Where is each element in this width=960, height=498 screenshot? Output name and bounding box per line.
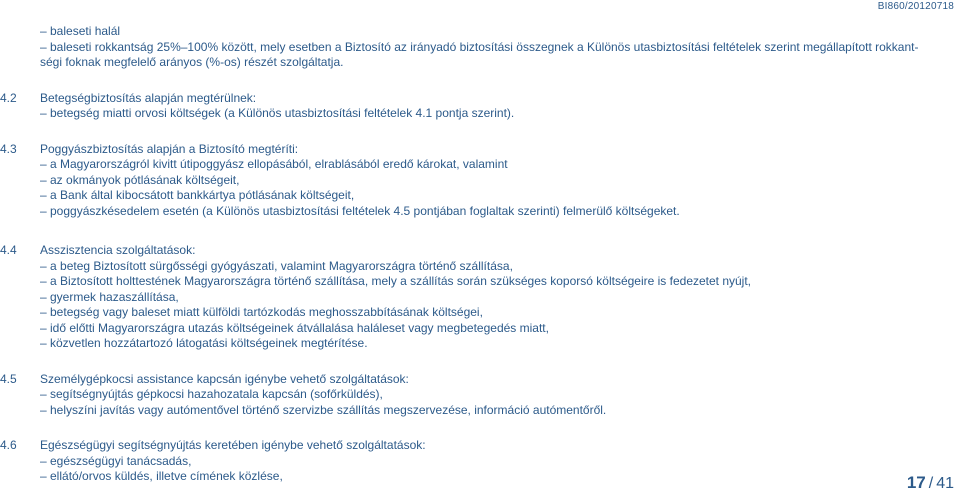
intro-line: – baleseti rokkantság 25%–100% között, mely esetben a Biztosító az irányadó biztosítási összegnek a Különös utasbiztosítási feltételek szerint megállapított rokkant- (40, 39, 919, 54)
section-heading: Asszisztencia szolgáltatások: (40, 243, 196, 257)
page-current: 17 (906, 473, 926, 492)
list-item: – poggyászkésedelem esetén (a Különös utasbiztosítási feltételek 4.5 pontjában foglaltak szerinti) felmerülő költségeket. (40, 203, 680, 218)
list-item: – segítségnyújtás gépkocsi hazahozatala kapcsán (sofőrküldés), (40, 387, 383, 401)
list-item: – a Bank által kibocsátott bankkártya pótlásának költségeit, (40, 188, 355, 202)
section-heading: Betegségbiztosítás alapján megtérülnek: (40, 90, 257, 105)
list-item: – egészségügyi tanácsadás, (40, 453, 192, 468)
list-item: – a Magyarországról kivitt útipoggyász ellopásából, elrablásából eredő károkat, valamint (40, 157, 508, 171)
page-total: 41 (936, 475, 954, 492)
section-4-6 (0, 438, 955, 485)
intro-line: ségi foknak megfelelő arányos (%-os) részét szolgáltatja. (40, 55, 344, 69)
list-item: – betegség miatti orvosi költségek (a Különös utasbiztosítási feltételek 4.1 pontja szerint). (40, 106, 515, 120)
page-number (907, 473, 954, 493)
document-body (0, 24, 955, 485)
intro-block (0, 24, 955, 71)
section-heading: Egészségügyi segítségnyújtás keretében igénybe vehető szolgáltatások: (40, 438, 426, 452)
list-item: – betegség vagy baleset miatt külföldi tartózkodás meghosszabbításának költségei, (40, 305, 483, 319)
list-item: – közvetlen hozzátartozó látogatási költségeinek megtérítése. (40, 336, 368, 350)
list-item: – ellátó/orvos küldés, illetve címének közlése, (40, 469, 283, 483)
section-number: 4.6 (0, 438, 17, 452)
document-id: BI860/20120718 (877, 1, 954, 12)
section-4-5 (0, 372, 955, 419)
section-number: 4.2 (0, 90, 17, 105)
list-item: – helyszíni javítás vagy autómentővel történő szervizbe szállítás megszervezése, információ autómentőről. (40, 402, 607, 417)
section-number: 4.4 (0, 243, 17, 257)
intro-line: – baleseti halál (40, 24, 121, 38)
section-heading: Poggyászbiztosítás alapján a Biztosító megtéríti: (40, 141, 299, 156)
list-item: – a beteg Biztosított sürgősségi gyógyászati, valamint Magyarországra történő szállítása, (40, 258, 513, 273)
list-item: – az okmányok pótlásának költségeit, (40, 172, 240, 187)
section-heading: Személygépkocsi assistance kapcsán igénybe vehető szolgáltatások: (40, 371, 409, 386)
list-item: – a Biztosított holttestének Magyarországra történő szállítása, mely a szállítás során szükséges koporsó költségeire is fedezetet nyújt, (40, 274, 752, 288)
section-4-3 (0, 142, 955, 220)
section-4-4 (0, 243, 955, 352)
list-item: – gyermek hazaszállítása, (40, 289, 179, 304)
section-number: 4.5 (0, 371, 17, 386)
section-4-2 (0, 91, 955, 122)
section-number: 4.3 (0, 141, 17, 156)
page-separator: / (928, 475, 934, 492)
list-item: – idő előtti Magyarországra utazás költségeinek átvállalása haláleset vagy megbetegedés miatt, (40, 320, 549, 335)
